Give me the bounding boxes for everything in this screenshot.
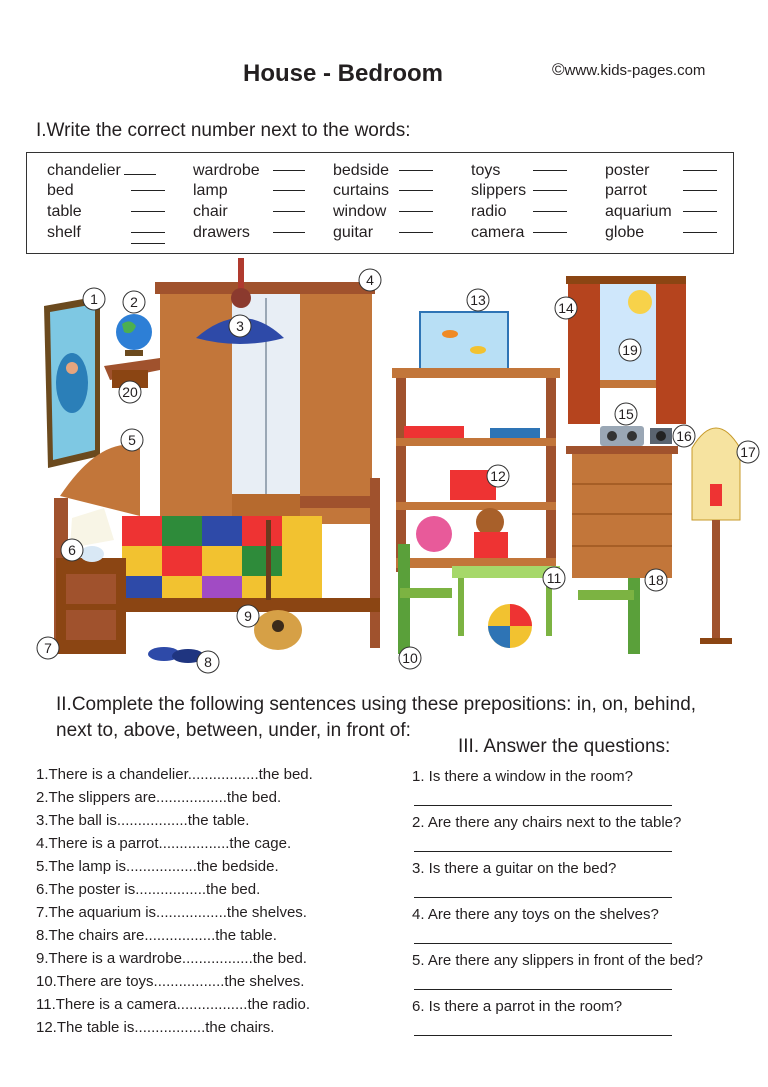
- svg-text:11: 11: [546, 570, 562, 586]
- radio-illustration: [600, 426, 644, 446]
- sentence-item[interactable]: 7.The aquarium is.................the shelves.: [36, 904, 307, 921]
- word-item: lamp: [193, 182, 228, 199]
- slippers-illustration: [148, 647, 204, 663]
- number-label: [737, 441, 759, 463]
- sentence-item[interactable]: 11.There is a camera.................the radio.: [36, 996, 311, 1013]
- svg-text:6: 6: [68, 542, 76, 558]
- svg-text:14: 14: [558, 300, 574, 316]
- number-label: [237, 605, 259, 627]
- birdcage-illustration: [692, 428, 740, 644]
- word-item: toys: [471, 162, 501, 179]
- word-item: chair: [193, 203, 228, 220]
- answer-blank[interactable]: [399, 159, 433, 171]
- question-item: 6. Is there a parrot in the room?: [412, 998, 623, 1015]
- answer-line[interactable]: [414, 897, 672, 898]
- svg-text:19: 19: [622, 342, 638, 358]
- number-label: [487, 465, 509, 487]
- answer-blank[interactable]: [131, 200, 165, 212]
- svg-text:9: 9: [244, 608, 252, 624]
- number-label: [543, 567, 565, 589]
- answer-blank[interactable]: [533, 179, 567, 191]
- question-item: 4. Are there any toys on the shelves?: [412, 906, 659, 923]
- svg-text:2: 2: [130, 294, 138, 310]
- answer-blank[interactable]: [683, 159, 717, 171]
- answer-blank[interactable]: [683, 179, 717, 191]
- answer-line[interactable]: [414, 943, 672, 944]
- section2-heading-line2: next to, above, between, under, in front of:: [56, 720, 411, 741]
- camera-illustration: [650, 428, 672, 444]
- answer-blank[interactable]: [273, 200, 305, 212]
- svg-text:7: 7: [44, 640, 52, 656]
- number-label: [673, 425, 695, 447]
- word-item: drawers: [193, 224, 250, 241]
- word-item: poster: [605, 162, 650, 179]
- word-item: bed: [47, 182, 74, 199]
- answer-line[interactable]: [414, 1035, 672, 1036]
- sentence-item[interactable]: 10.There are toys.................the shelves.: [36, 973, 305, 990]
- section1-heading: I.Write the correct number next to the words:: [36, 120, 411, 141]
- answer-line[interactable]: [414, 851, 672, 852]
- copyright-symbol: ©: [552, 60, 565, 79]
- answer-blank[interactable]: [399, 200, 433, 212]
- svg-text:16: 16: [676, 428, 692, 444]
- svg-text:20: 20: [122, 384, 138, 400]
- question-item: 5. Are there any slippers in front of the bed?: [412, 952, 704, 969]
- number-label: [619, 339, 641, 361]
- svg-text:13: 13: [470, 292, 486, 308]
- word-item: camera: [471, 224, 525, 241]
- sentence-item[interactable]: 2.The slippers are.................the bed.: [36, 789, 282, 806]
- answer-blank[interactable]: [131, 179, 165, 191]
- answer-blank[interactable]: [533, 221, 567, 233]
- answer-blank[interactable]: [533, 159, 567, 171]
- answer-blank[interactable]: [683, 200, 717, 212]
- svg-text:18: 18: [648, 572, 664, 588]
- sentence-item[interactable]: 6.The poster is.................the bed.: [36, 881, 261, 898]
- svg-text:17: 17: [740, 444, 756, 460]
- svg-text:3: 3: [236, 318, 244, 334]
- word-item: chandelier: [47, 161, 156, 181]
- bedside-illustration: [56, 558, 126, 654]
- number-label: [229, 315, 251, 337]
- copyright-notice: [552, 60, 705, 80]
- word-item: parrot: [605, 182, 647, 199]
- poster-illustration: [44, 296, 100, 468]
- answer-blank[interactable]: [399, 221, 433, 233]
- word-item: slippers: [471, 182, 527, 199]
- question-item: 2. Are there any chairs next to the table?: [412, 814, 682, 831]
- svg-text:5: 5: [128, 432, 136, 448]
- word-item: window: [333, 203, 387, 220]
- copyright-site: www.kids-pages.com: [564, 62, 706, 79]
- number-label: [119, 381, 141, 403]
- number-label: [121, 429, 143, 451]
- number-label: [37, 637, 59, 659]
- word-item: shelf: [47, 224, 81, 241]
- sentence-item[interactable]: 12.The table is.................the chairs.: [36, 1019, 275, 1036]
- drawers-illustration: [566, 446, 678, 578]
- number-label: [61, 539, 83, 561]
- sentence-item[interactable]: 4.There is a parrot.................the cage.: [36, 835, 292, 852]
- answer-line[interactable]: [414, 989, 672, 990]
- answer-blank[interactable]: [131, 221, 165, 233]
- sentence-item[interactable]: 9.There is a wardrobe.................the bed.: [36, 950, 307, 967]
- word-item: aquarium: [605, 203, 672, 220]
- wardrobe-illustration: [155, 282, 375, 524]
- bedroom-illustration: [0, 258, 768, 678]
- answer-blank[interactable]: [273, 179, 305, 191]
- question-item: 3. Is there a guitar on the bed?: [412, 860, 617, 877]
- section3-heading: III. Answer the questions:: [458, 736, 671, 757]
- number-label: [615, 403, 637, 425]
- answer-blank[interactable]: [131, 242, 165, 244]
- sentence-item[interactable]: 3.The ball is.................the table.: [36, 812, 250, 829]
- word-item: guitar: [333, 224, 374, 241]
- ball-illustration: [488, 604, 532, 648]
- number-label: [555, 297, 577, 319]
- answer-blank[interactable]: [533, 200, 567, 212]
- number-label: [645, 569, 667, 591]
- number-label: [359, 269, 381, 291]
- word-item: curtains: [333, 182, 390, 199]
- word-item: bedside: [333, 162, 390, 179]
- sentence-item[interactable]: 5.The lamp is.................the bedside.: [36, 858, 279, 875]
- svg-text:4: 4: [366, 272, 374, 288]
- answer-blank[interactable]: [273, 159, 305, 171]
- svg-text:10: 10: [402, 650, 418, 666]
- number-label: [123, 291, 145, 313]
- question-item: 1. Is there a window in the room?: [412, 768, 633, 785]
- svg-text:8: 8: [204, 654, 212, 670]
- globe-illustration: [116, 314, 152, 356]
- page-title: House - Bedroom: [242, 60, 443, 87]
- answer-blank[interactable]: [399, 179, 433, 191]
- word-item: wardrobe: [193, 162, 260, 179]
- number-label: [467, 289, 489, 311]
- sentence-item[interactable]: 8.The chairs are.................the table.: [36, 927, 277, 944]
- aquarium-illustration: [420, 312, 508, 370]
- answer-blank[interactable]: [273, 221, 305, 233]
- number-label: [83, 288, 105, 310]
- word-item: radio: [471, 203, 507, 220]
- word-item: table: [47, 203, 82, 220]
- number-label: [197, 651, 219, 673]
- word-box: [26, 152, 734, 254]
- svg-text:12: 12: [490, 468, 506, 484]
- answer-blank[interactable]: [683, 221, 717, 233]
- svg-text:15: 15: [618, 406, 634, 422]
- section2-heading-line1: II.Complete the following sentences using these prepositions: in, on, behind,: [56, 694, 697, 715]
- svg-text:1: 1: [90, 291, 98, 307]
- sentence-item[interactable]: 1.There is a chandelier.................the bed.: [36, 766, 313, 783]
- word-item: globe: [605, 224, 645, 241]
- answer-line[interactable]: [414, 805, 672, 806]
- number-label: [399, 647, 421, 669]
